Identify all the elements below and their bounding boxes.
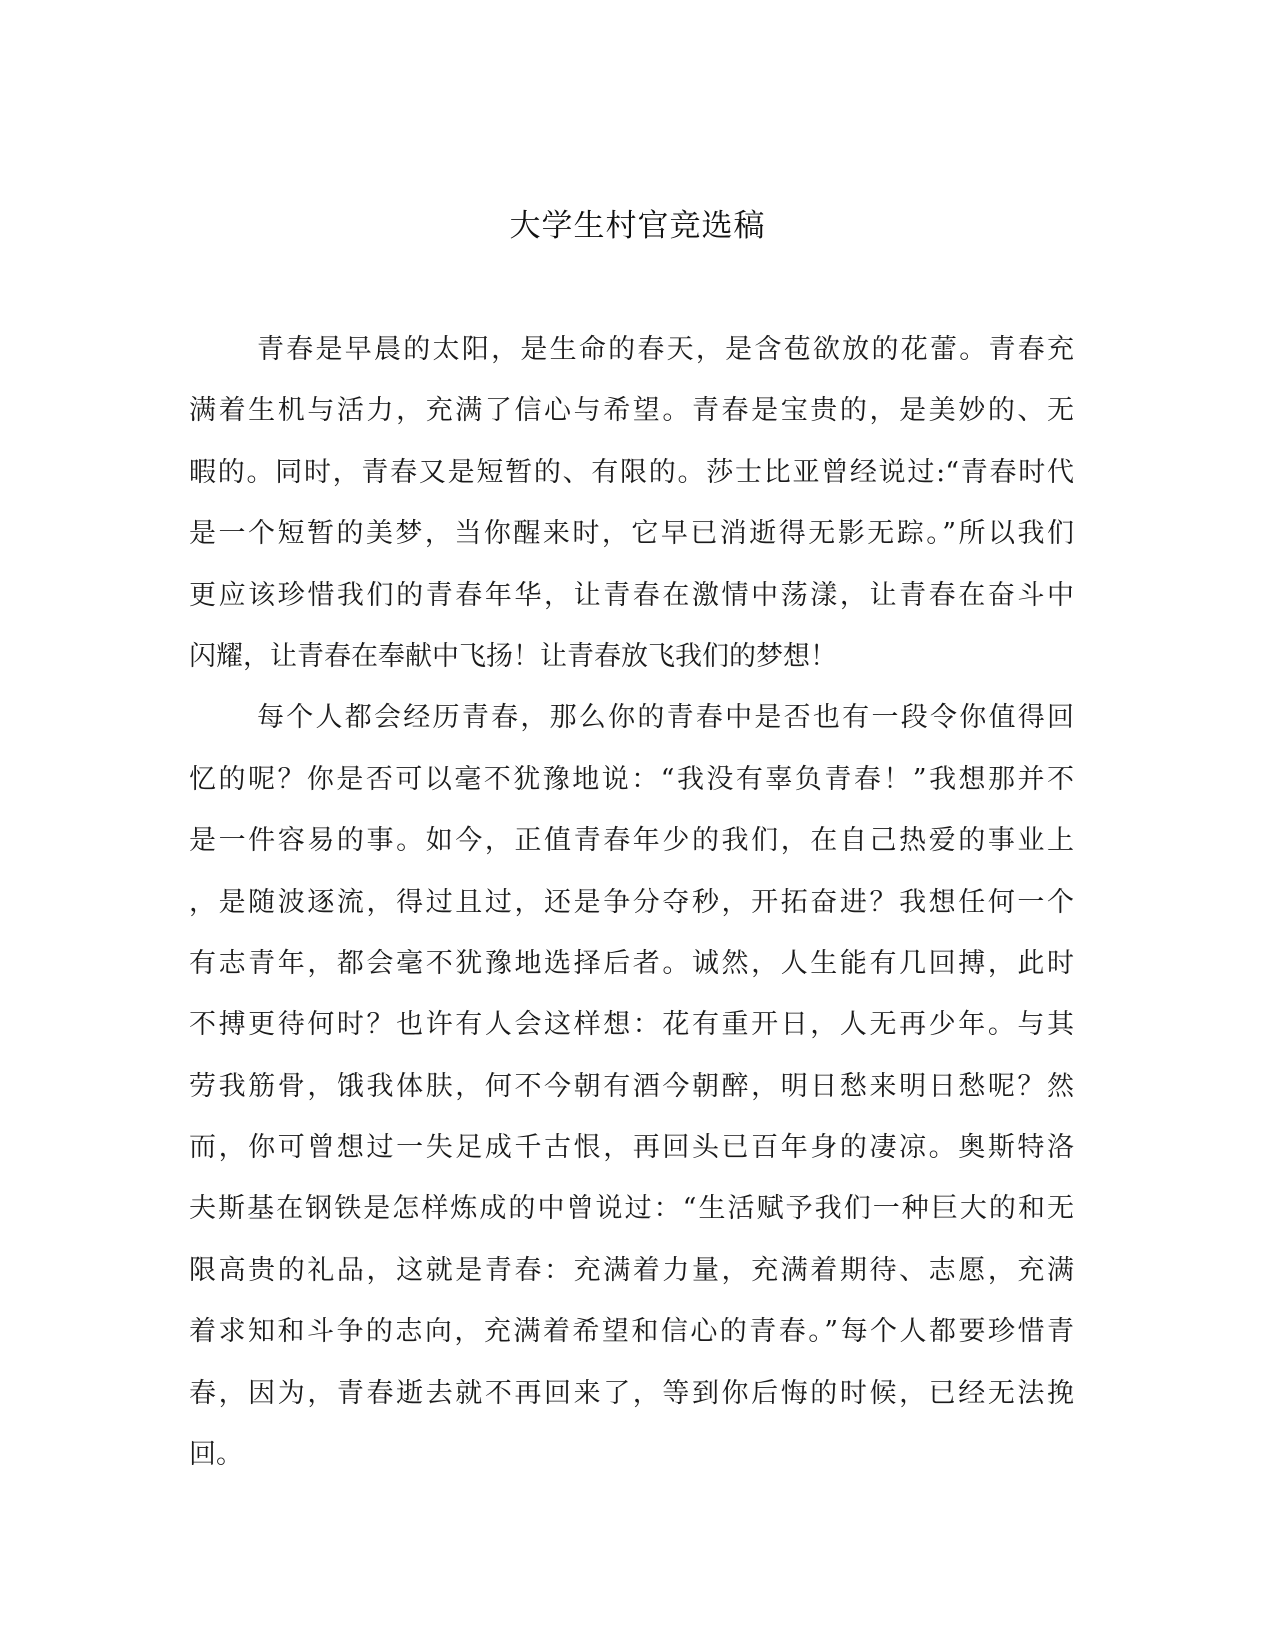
text-line: 而，你可曾想过一失足成千古恨，再回头已百年身的凄凉。奥斯特洛 — [189, 1132, 1074, 1164]
text-line: 春，因为，青春逝去就不再回来了，等到你后悔的时候，已经无法挽 — [189, 1377, 1074, 1409]
text-line: 是一件容易的事。如今，正值青春年少的我们，在自己热爱的事业上 — [189, 825, 1074, 857]
document-title: 大学生村官竞选稿 — [509, 208, 766, 244]
text-line: 忆的呢？你是否可以毫不犹豫地说：“我没有辜负青春！”我想那并不 — [189, 763, 1074, 795]
text-line: 暇的。同时，青春又是短暂的、有限的。莎士比亚曾经说过:“青春时代 — [189, 456, 1074, 488]
text-line: 夫斯基在钢铁是怎样炼成的中曾说过：“生活赋予我们一种巨大的和无 — [189, 1193, 1074, 1225]
paragraph-2 — [189, 687, 1074, 1485]
text-line: 回。 — [189, 1439, 243, 1471]
text-line: ，是随波逐流，得过且过，还是争分夺秒，开拓奋进？我想任何一个 — [189, 886, 1074, 918]
text-line: 有志青年，都会毫不犹豫地选择后者。诚然，人生能有几回搏，此时 — [189, 947, 1074, 979]
text-line: 不搏更待何时？也许有人会这样想：花有重开日，人无再少年。与其 — [189, 1009, 1074, 1041]
text-line: 是一个短暂的美梦，当你醒来时，它早已消逝得无影无踪。”所以我们 — [189, 518, 1074, 550]
text-line: 满着生机与活力，充满了信心与希望。青春是宝贵的，是美妙的、无 — [189, 395, 1074, 427]
text-line: 限高贵的礼品，这就是青春：充满着力量，充满着期待、志愿，充满 — [189, 1254, 1074, 1286]
text-line: 更应该珍惜我们的青春年华，让青春在激情中荡漾，让青春在奋斗中 — [189, 579, 1074, 611]
text-line: 着求知和斗争的志向，充满着希望和信心的青春。”每个人都要珍惜青 — [189, 1316, 1074, 1348]
document-body — [189, 319, 1074, 1485]
text-line: 青春是早晨的太阳，是生命的春天，是含苞欲放的花蕾。青春充 — [257, 334, 1074, 365]
text-line: 劳我筋骨，饿我体肤，何不今朝有酒今朝醉，明日愁来明日愁呢？然 — [189, 1070, 1074, 1102]
text-line: 闪耀，让青春在奉献中飞扬！让青春放飞我们的梦想！ — [189, 640, 837, 672]
paragraph-1 — [189, 319, 1074, 687]
text-line: 每个人都会经历青春，那么你的青春中是否也有一段令你值得回 — [257, 702, 1074, 734]
